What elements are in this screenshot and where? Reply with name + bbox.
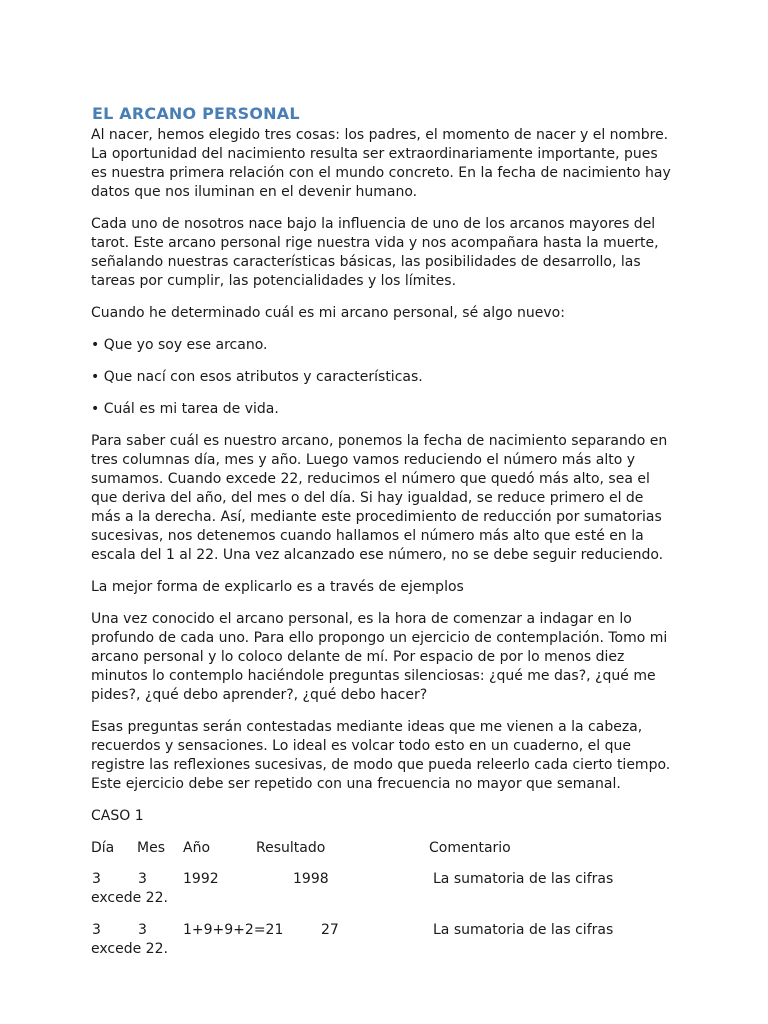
document-body	[91, 104, 671, 972]
table-row	[91, 870, 671, 908]
paragraph-influence: Cada uno de nosotros nace bajo la influencia de uno de los arcanos mayores del tarot. Este arcano personal rige nuestra vida y nos acompañara hasta la muerte, señalando nuestras características básicas, las posibilidades de desarrollo, las tareas por cumplir, las potencialidades y los límites.	[91, 216, 659, 289]
case-heading: CASO 1	[91, 808, 144, 824]
bullet-item: • Que nací con esos atributos y características.	[91, 369, 423, 385]
cell-anio: 1+9+9+2=21	[183, 922, 284, 938]
cell-comentario-continuation: excede 22.	[91, 890, 168, 906]
paragraph-intro: Al nacer, hemos elegido tres cosas: los padres, el momento de nacer y el nombre. La oportunidad del nacimiento resulta ser extraordinariamente importante, pues es nuestra primera relación con el mundo concreto. En la fecha de nacimiento hay datos que nos iluminan en el devenir humano.	[91, 127, 671, 200]
header-anio: Año	[183, 840, 211, 856]
header-comentario: Comentario	[429, 840, 511, 856]
bullet-item: • Que yo soy ese arcano.	[91, 337, 268, 353]
cell-dia: 3	[92, 871, 101, 887]
cell-comentario: La sumatoria de las cifras	[433, 871, 614, 887]
cell-mes: 3	[138, 922, 147, 938]
cell-anio: 1992	[183, 871, 219, 887]
bullet-item: • Cuál es mi tarea de vida.	[91, 401, 279, 417]
header-resultado: Resultado	[256, 840, 326, 856]
paragraph-contemplation: Una vez conocido el arcano personal, es la hora de comenzar a indagar en lo profundo de cada uno. Para ello propongo un ejercicio de contemplación. Tomo mi arcano personal y lo coloco delante de mí. Por espacio de por lo menos diez minutos lo contemplo haciéndole preguntas silenciosas: ¿qué me das?, ¿qué me pides?, ¿qué debo aprender?, ¿qué debo hacer?	[91, 611, 668, 703]
header-mes: Mes	[137, 840, 165, 856]
paragraph-answers: Esas preguntas serán contestadas mediante ideas que me vienen a la cabeza, recuerdos y sensaciones. Lo ideal es volcar todo esto en un cuaderno, el que registre las reflexiones sucesivas, de modo que pueda releerlo cada cierto tiempo. Este ejercicio debe ser repetido con una frecuencia no mayor que semanal.	[91, 719, 671, 792]
cell-resultado: 1998	[293, 871, 329, 887]
document-title: EL ARCANO PERSONAL	[92, 104, 300, 123]
table-header-row	[91, 839, 671, 858]
cell-mes: 3	[138, 871, 147, 887]
cell-resultado: 27	[321, 922, 339, 938]
cell-comentario-continuation: excede 22.	[91, 941, 168, 957]
header-dia: Día	[91, 840, 115, 856]
paragraph-determination: Cuando he determinado cuál es mi arcano personal, sé algo nuevo:	[91, 305, 565, 321]
paragraph-examples: La mejor forma de explicarlo es a través de ejemplos	[91, 579, 464, 595]
cell-comentario: La sumatoria de las cifras	[433, 922, 614, 938]
table-row	[91, 921, 671, 959]
paragraph-method: Para saber cuál es nuestro arcano, ponemos la fecha de nacimiento separando en tres columnas día, mes y año. Luego vamos reduciendo el número más alto y sumamos. Cuando excede 22, reducimos el número que quedó más alto, sea el que deriva del año, del mes o del día. Si hay igualdad, se reduce primero el de más a la derecha. Así, mediante este procedimiento de reducción por sumatorias sucesivas, nos detenemos cuando hallamos el número más alto que esté en la escala del 1 al 22. Una vez alcanzado ese número, no se debe seguir reduciendo.	[91, 433, 668, 563]
cell-dia: 3	[92, 922, 101, 938]
